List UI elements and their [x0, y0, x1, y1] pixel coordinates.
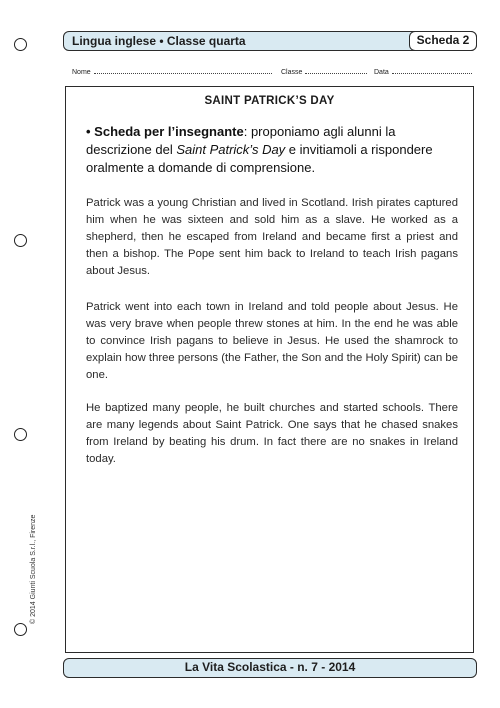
copyright-text: © 2014 Giunti Scuola S.r.l., Firenze: [30, 514, 37, 624]
teacher-note-label: • Scheda per l’insegnante: [86, 124, 244, 139]
binder-hole-1: [14, 38, 27, 51]
header-bar: [63, 31, 477, 51]
data-label: Data: [374, 69, 389, 76]
worksheet-card: [65, 86, 474, 653]
binder-hole-2: [14, 234, 27, 247]
classe-field: [281, 66, 367, 76]
worksheet-title: SAINT PATRICK’S DAY: [204, 95, 335, 107]
student-fields: [72, 66, 472, 80]
header-title: Lingua inglese • Classe quarta: [72, 34, 246, 48]
binder-hole-4: [14, 623, 27, 636]
teacher-note-text-1: : proponiamo agli alunni la descrizione del: [86, 124, 396, 157]
scheda-badge: Scheda 2: [409, 31, 477, 51]
binder-hole-3: [14, 428, 27, 441]
story-paragraph-2: Patrick went into each town in Ireland and told people about Jesus. He was very brave when people threw stones at him. In the end he was able to convince Irish pagans to believe in Jesus. He used the shamrock to explain how three persons (the Father, the Son and the Holy Spirit) can be one.: [86, 301, 458, 381]
teacher-note-text-2: e invitiamoli a rispondere oralmente a domande di comprensione.: [86, 142, 433, 175]
nome-field: [72, 66, 272, 76]
classe-label: Classe: [281, 69, 303, 76]
teacher-note-italic: Saint Patrick’s Day: [176, 142, 286, 157]
story-paragraph-1: Patrick was a young Christian and lived in Scotland. Irish pirates captured him when he was sixteen and sold him as a slave. He worked as a shepherd, then he escaped from Ireland and became first a priest and then a bishop. The Pope sent him back to Ireland to teach Irish pagans about Jesus.: [86, 197, 458, 277]
nome-label: Nome: [72, 69, 91, 76]
teacher-note: [86, 123, 458, 177]
story-paragraph-3: He baptized many people, he built churches and started schools. There are many legends about Saint Patrick. One says that he chased snakes from Ireland by beating his drum. In fact there are no snakes in Ireland today.: [86, 402, 458, 465]
footer-bar: La Vita Scolastica - n. 7 - 2014: [63, 658, 477, 678]
data-field: [374, 66, 472, 76]
